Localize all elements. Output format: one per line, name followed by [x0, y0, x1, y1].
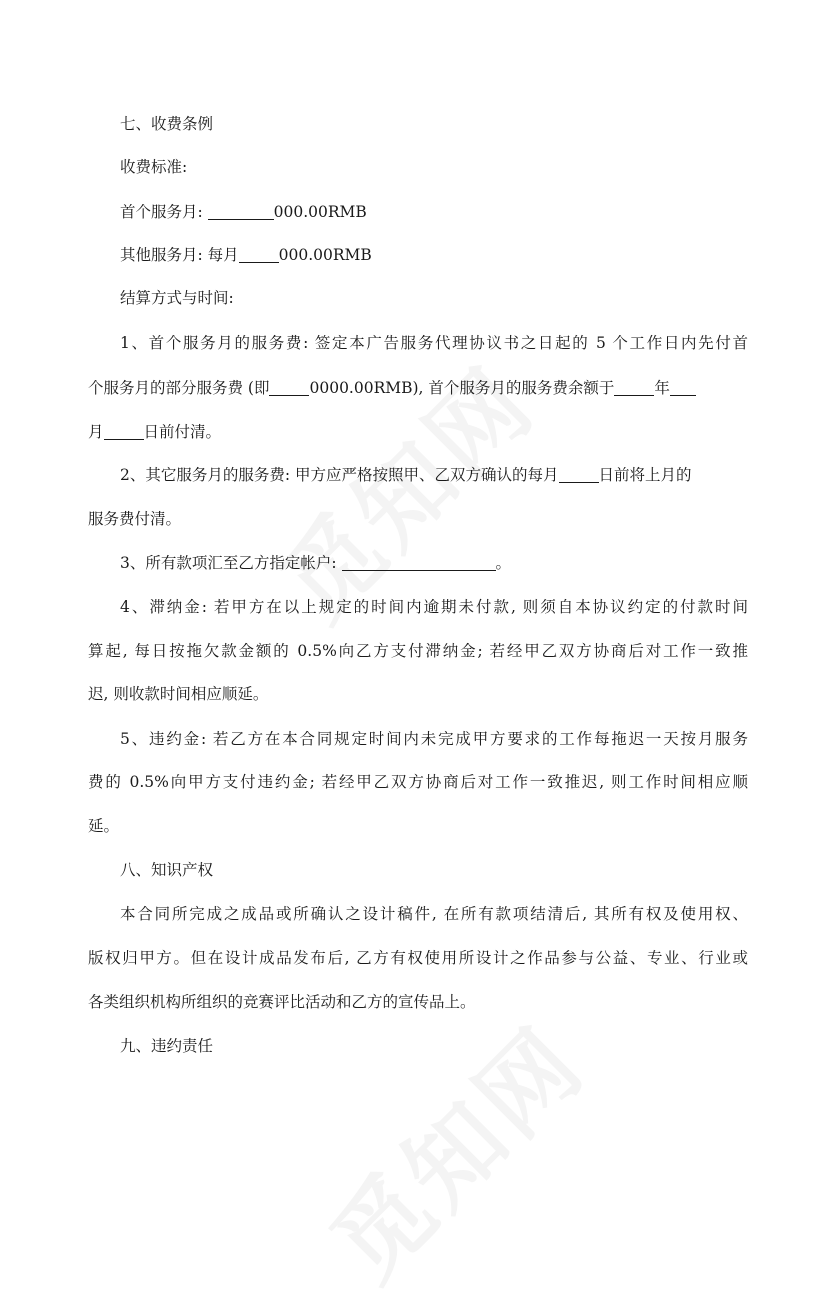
item-4-line-2: 算起, 每日按拖欠款金额的 0.5%向乙方支付滞纳金; 若经甲乙双方协商后对工作一致推	[88, 642, 748, 660]
fee-standard-label: 收费标准:	[120, 158, 188, 176]
item-2-text-a: 2、其它服务月的服务费: 甲方应严格按照甲、乙双方确认的每月	[120, 466, 559, 484]
fill-blank	[269, 379, 309, 396]
item-5-line-1: 5、违约金: 若乙方在本合同规定时间内未完成甲方要求的工作每拖迟一天按月服务	[120, 730, 748, 748]
section-7-heading: 七、收费条例	[120, 115, 214, 133]
item-1-text-c: 年	[654, 379, 670, 397]
item-4-line-3: 迟, 则收款时间相应顺延。	[88, 685, 269, 703]
settlement-label: 结算方式与时间:	[120, 289, 234, 307]
section-8-heading: 八、知识产权	[120, 861, 214, 879]
other-month-fee	[120, 245, 748, 265]
fill-blank	[208, 203, 274, 220]
section-9-heading: 九、违约责任	[120, 1037, 214, 1055]
first-month-fee	[120, 202, 748, 222]
ip-line-1: 本合同所完成之成品或所确认之设计稿件, 在所有款项结清后, 其所有权及使用权、	[120, 905, 748, 923]
item-3-text-a: 3、所有款项汇至乙方指定帐户:	[120, 554, 342, 572]
item-3-text-b: 。	[495, 554, 512, 572]
first-month-amount: 000.00RMB	[273, 203, 367, 221]
item-5-line-3: 延。	[88, 817, 120, 835]
fill-blank	[670, 379, 696, 396]
other-month-label: 其他服务月: 每月	[120, 246, 239, 264]
item-1-text-e: 日前付清。	[143, 423, 222, 441]
fill-blank	[104, 423, 144, 440]
item-1-text-b: 0000.00RMB), 首个服务月的服务费余额于	[309, 379, 615, 397]
item-2-text-b: 日前将上月的	[598, 466, 692, 484]
item-3-line	[120, 553, 748, 573]
ip-line-2: 版权归甲方。但在设计成品发布后, 乙方有权使用所设计之作品参与公益、专业、行业或	[88, 949, 748, 967]
account-fill-blank	[342, 554, 496, 571]
item-2-line-1	[120, 465, 748, 485]
item-1-line-2	[88, 378, 748, 398]
item-4-line-1: 4、滞纳金: 若甲方在以上规定的时间内逾期未付款, 则须自本协议约定的付款时间	[120, 598, 748, 616]
first-month-label: 首个服务月:	[120, 203, 208, 221]
fill-blank	[559, 466, 599, 483]
item-2-line-2: 服务费付清。	[88, 510, 182, 528]
item-1-text-d: 月	[88, 423, 104, 441]
fill-blank	[614, 379, 654, 396]
ip-line-3: 各类组织机构所组织的竞赛评比活动和乙方的宣传品上。	[88, 993, 476, 1011]
item-1-line-3	[88, 422, 748, 442]
item-5-line-2: 费的 0.5%向甲方支付违约金; 若经甲乙双方协商后对工作一致推迟, 则工作时间相应顺	[88, 773, 748, 791]
item-1-text-a: 个服务月的部分服务费 (即	[88, 379, 270, 397]
fill-blank	[239, 246, 279, 263]
item-1-line-1: 1、首个服务月的服务费: 签定本广告服务代理协议书之日起的 5 个工作日内先付首	[120, 334, 748, 352]
other-month-amount: 000.00RMB	[278, 246, 372, 264]
